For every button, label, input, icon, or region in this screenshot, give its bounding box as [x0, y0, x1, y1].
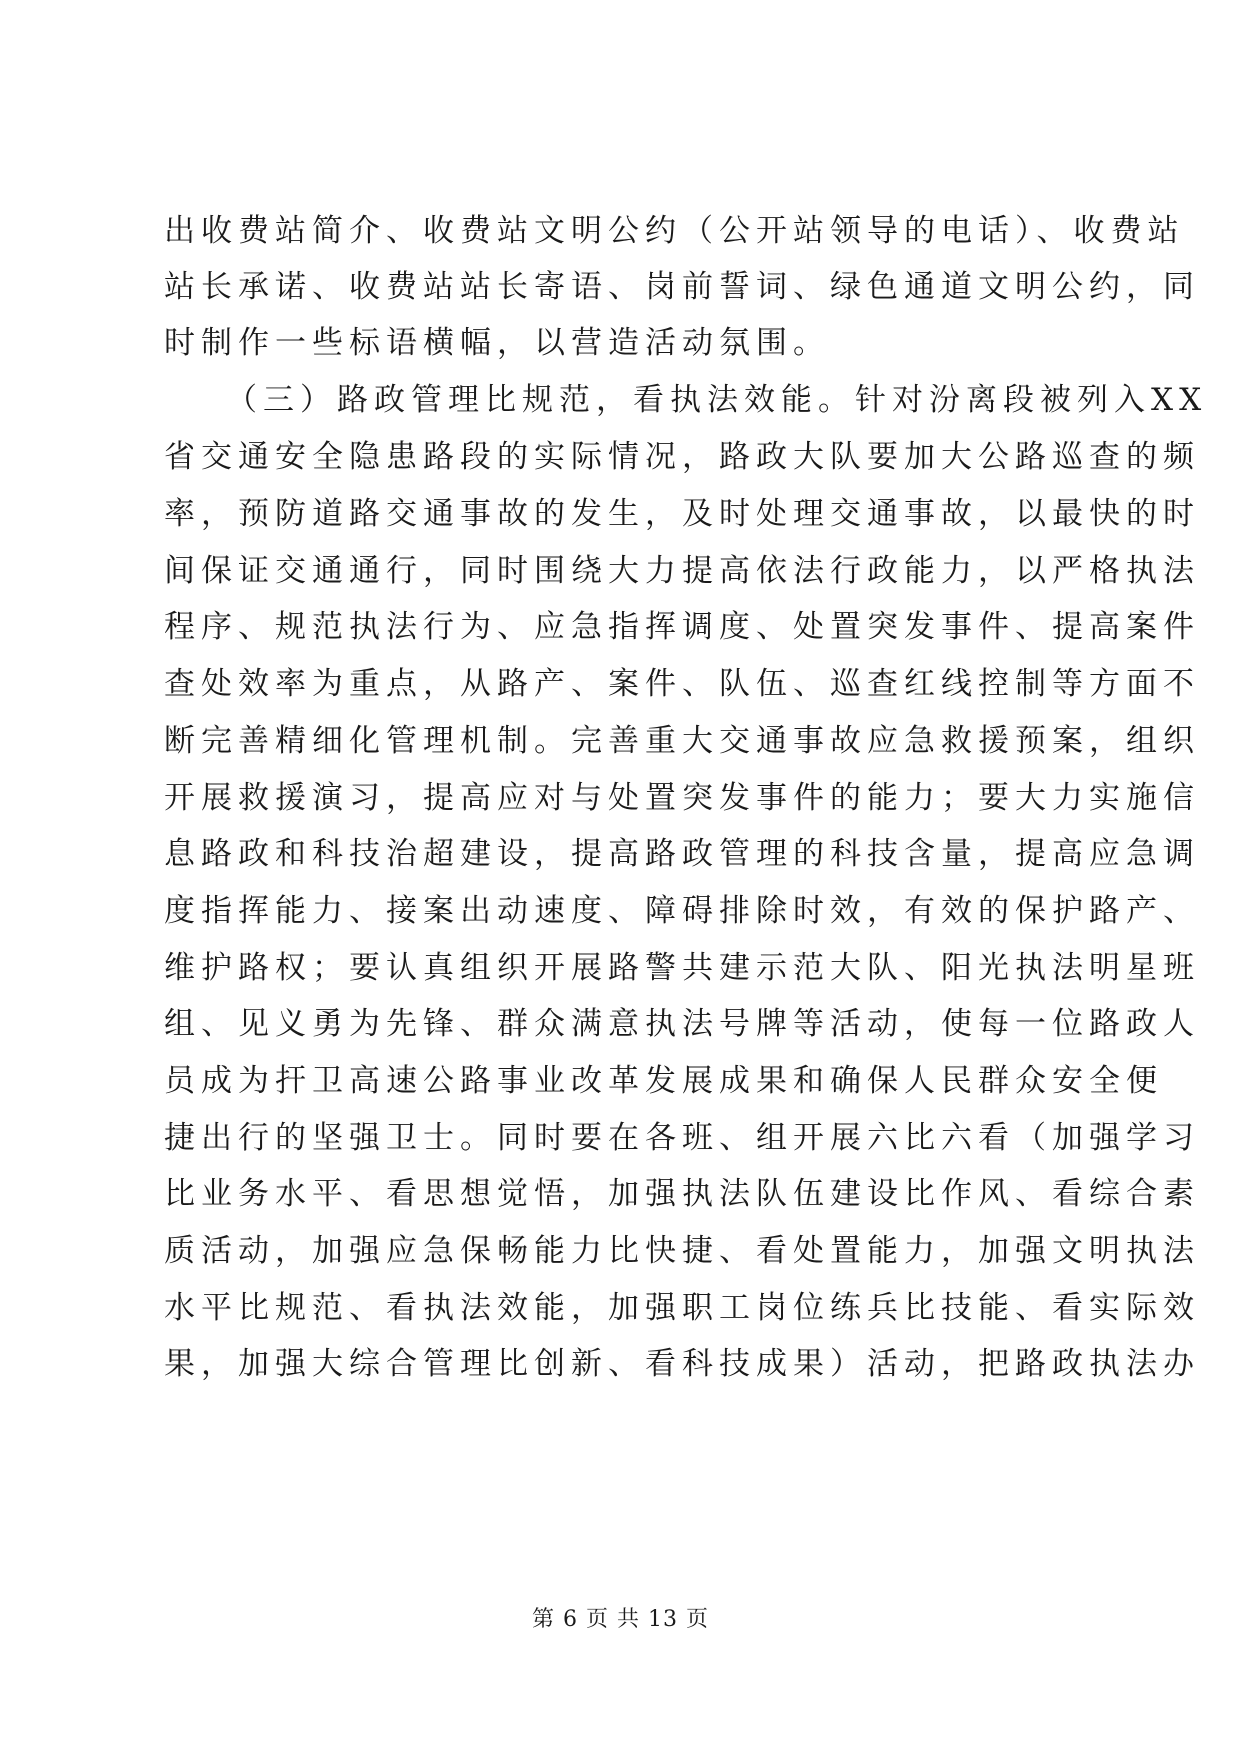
body-text-line: 息路政和科技治超建设，提高路政管理的科技含量，提高应急调: [164, 836, 1200, 872]
body-text-line: 维护路权；要认真组织开展路警共建示范大队、阳光执法明星班: [164, 950, 1200, 986]
body-text-line: 质活动，加强应急保畅能力比快捷、看处置能力，加强文明执法: [164, 1233, 1200, 1269]
body-text-line: 度指挥能力、接案出动速度、障碍排除时效，有效的保护路产、: [164, 893, 1200, 929]
body-text-line: 果，加强大综合管理比创新、看科技成果）活动，把路政执法办: [164, 1346, 1200, 1382]
body-text-line: 组、见义勇为先锋、群众满意执法号牌等活动，使每一位路政人: [164, 1006, 1200, 1042]
body-text-line: 比业务水平、看思想觉悟，加强执法队伍建设比作风、看综合素: [164, 1176, 1200, 1212]
body-text-line: 站长承诺、收费站站长寄语、岗前誓词、绿色通道文明公约，同: [164, 269, 1200, 305]
body-text-line: 断完善精细化管理机制。完善重大交通事故应急救援预案，组织: [164, 723, 1200, 759]
body-text-line: 捷出行的坚强卫士。同时要在各班、组开展六比六看（加强学习: [164, 1120, 1200, 1156]
body-text-line: 开展救援演习，提高应对与处置突发事件的能力；要大力实施信: [164, 780, 1200, 816]
section-heading-line: （三）路政管理比规范，看执法效能。针对汾离段被列入XX: [226, 382, 1208, 418]
page-number-footer: 第 6 页 共 13 页: [532, 1607, 709, 1632]
body-text-line: 水平比规范、看执法效能，加强职工岗位练兵比技能、看实际效: [164, 1290, 1200, 1326]
body-text-line: 员成为扞卫高速公路事业改革发展成果和确保人民群众安全便: [164, 1063, 1163, 1099]
body-text-line: 时制作一些标语横幅，以营造活动氛围。: [164, 325, 830, 361]
body-text-line: 省交通安全隐患路段的实际情况，路政大队要加大公路巡查的频: [164, 439, 1200, 475]
body-text-line: 间保证交通通行，同时围绕大力提高依法行政能力，以严格执法: [164, 553, 1200, 589]
body-text-line: 程序、规范执法行为、应急指挥调度、处置突发事件、提高案件: [164, 609, 1200, 645]
body-text-line: 率，预防道路交通事故的发生，及时处理交通事故，以最快的时: [164, 496, 1200, 532]
body-text-line: 出收费站简介、收费站文明公约（公开站领导的电话）、收费站: [164, 213, 1185, 249]
body-text-line: 查处效率为重点，从路产、案件、队伍、巡查红线控制等方面不: [164, 666, 1200, 702]
